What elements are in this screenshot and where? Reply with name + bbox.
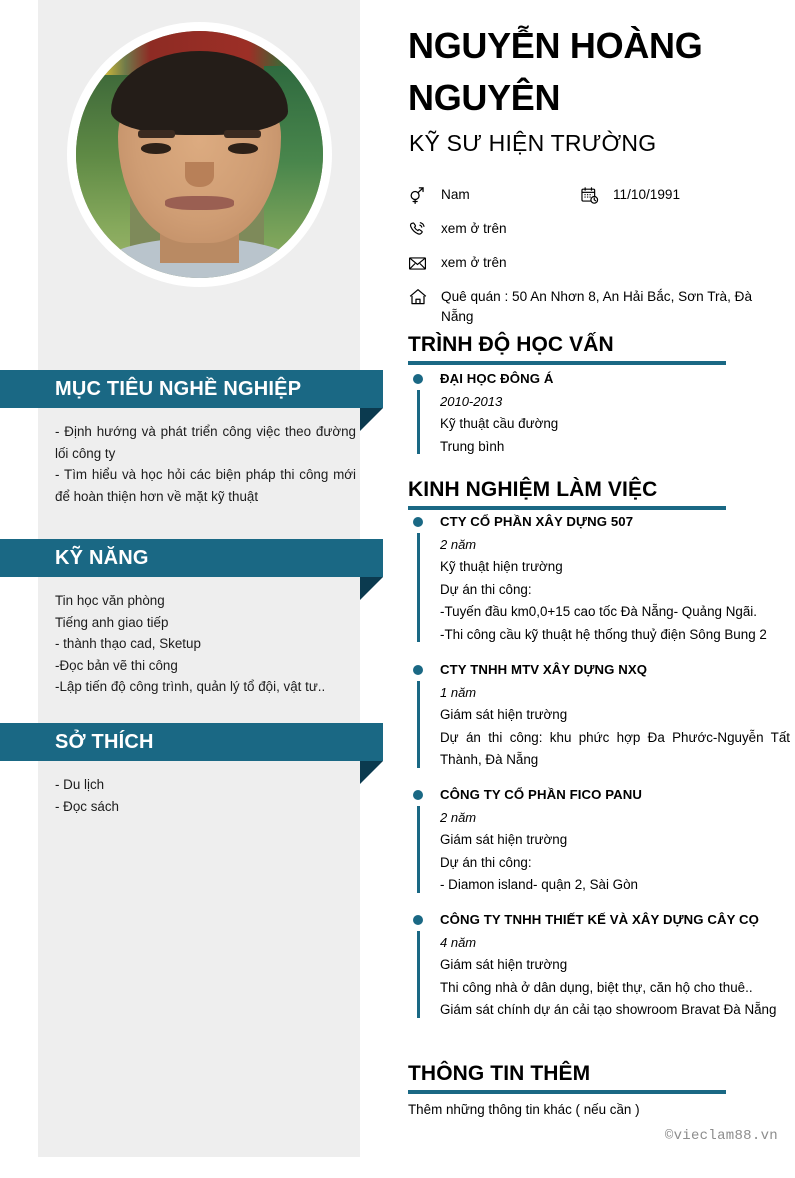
experience-entry (408, 786, 790, 897)
experience-detail: Giám sát hiện trường (440, 707, 568, 722)
timeline-line (417, 390, 420, 454)
contact-birthday (580, 184, 680, 206)
timeline-dot (413, 374, 423, 384)
experience-detail: Kỹ thuật hiện trường (440, 559, 563, 574)
skill-item: - thành thạo cad, Sketup (55, 636, 201, 651)
contact-info-block (408, 184, 788, 339)
experience-entry (408, 513, 790, 646)
experience-detail: Thi công nhà ở dân dụng, biệt thự, căn hộ cho thuê.. (440, 979, 753, 995)
experience-detail: Giám sát hiện trường (440, 832, 568, 847)
envelope-icon (408, 252, 434, 274)
career-objective-title: MỤC TIÊU NGHỀ NGHIỆP (55, 377, 302, 400)
ribbon-fold-shadow (360, 761, 383, 784)
education-detail: Kỹ thuật cầu đường (440, 416, 559, 431)
career-objective-line: - Tìm hiểu và học hỏi các biện pháp thi công mới để hoàn thiện hơn về mặt kỹ thuật (55, 467, 356, 504)
skill-item: Tin học văn phòng (55, 593, 165, 608)
hobbies-ribbon (0, 723, 383, 761)
birthday-value: 11/10/1991 (613, 187, 681, 202)
contact-row-email (408, 252, 788, 274)
education-title: TRÌNH ĐỘ HỌC VẤN (408, 333, 614, 356)
hobby-item: - Du lịch (55, 777, 105, 792)
address-value: Quê quán : 50 An Nhơn 8, An Hải Bắc, Sơn Trà, Đà Nẵng (441, 289, 753, 324)
additional-underline (408, 1090, 726, 1094)
candidate-name: NGUYỄN HOÀNG NGUYÊN (408, 25, 703, 118)
contact-row-phone (408, 218, 788, 240)
phone-icon (408, 218, 434, 240)
career-objective-body (55, 408, 356, 507)
candidate-job-title: KỸ SƯ HIỆN TRƯỜNG (409, 130, 657, 156)
experience-org: CTY CỔ PHẦN XÂY DỰNG 507 (440, 514, 634, 529)
experience-detail: Giám sát hiện trường (440, 957, 568, 972)
experience-duration: 4 năm (440, 935, 477, 950)
timeline-dot (413, 790, 423, 800)
experience-duration: 2 năm (440, 537, 477, 552)
contact-row-address (408, 286, 788, 327)
experience-detail: Dự án thi công: khu phức hợp Đa Phước-Nguyễn Tất Thành, Đà Nẵng (440, 729, 790, 767)
gender-icon (408, 184, 434, 206)
calendar-clock-icon (580, 184, 606, 206)
skills-ribbon (0, 539, 383, 577)
skill-item: -Lập tiến độ công trình, quản lý tổ đội, vật tư.. (55, 679, 326, 694)
gender-value: Nam (441, 187, 470, 202)
contact-row-gender-birthday (408, 184, 788, 206)
additional-section-header (408, 1062, 726, 1094)
experience-title: KINH NGHIỆM LÀM VIỆC (408, 478, 658, 501)
skills-body (55, 577, 356, 698)
skill-item: -Đọc bản vẽ thi công (55, 657, 178, 673)
education-org: ĐẠI HỌC ĐÔNG Á (440, 371, 554, 386)
experience-detail: - Diamon island- quận 2, Sài Gòn (440, 877, 638, 892)
experience-section-header (408, 478, 726, 510)
section-skills (0, 539, 400, 698)
section-career-objective (0, 370, 400, 507)
timeline-line (417, 533, 420, 642)
education-underline (408, 361, 726, 365)
timeline-line (417, 806, 420, 893)
experience-duration: 1 năm (440, 685, 477, 700)
education-section-header (408, 333, 726, 365)
home-icon (408, 286, 434, 308)
right-main-column (400, 0, 795, 1178)
photo-portrait-image (76, 31, 323, 278)
experience-detail: Dự án thi công: (440, 854, 532, 870)
timeline-dot (413, 915, 423, 925)
timeline-line (417, 931, 420, 1018)
hobbies-title: SỞ THÍCH (55, 730, 154, 753)
education-entry (408, 370, 790, 458)
education-detail: Trung bình (440, 438, 505, 454)
profile-photo (67, 22, 332, 287)
phone-value: xem ở trên (441, 221, 507, 236)
ribbon-fold-shadow (360, 577, 383, 600)
experience-org: CÔNG TY CỔ PHẦN FICO PANU (440, 787, 643, 802)
experience-detail: Dự án thi công: (440, 581, 532, 597)
timeline-line (417, 681, 420, 768)
experience-duration: 2 năm (440, 810, 477, 825)
experience-org: CTY TNHH MTV XÂY DỰNG NXQ (440, 662, 648, 677)
experience-detail: -Tuyến đầu km0,0+15 cao tốc Đà Nẵng- Quảng Ngãi. (440, 604, 757, 619)
timeline-dot (413, 665, 423, 675)
experience-detail: Giám sát chính dự án cải tạo showroom Bravat Đà Nẵng (440, 1002, 777, 1017)
experience-entry (408, 911, 790, 1022)
skills-title: KỸ NĂNG (55, 546, 149, 569)
experience-detail: -Thi công cầu kỹ thuật hệ thống thuỷ điện Sông Bung 2 (440, 626, 767, 642)
experience-underline (408, 506, 726, 510)
career-objective-ribbon (0, 370, 383, 408)
experience-org: CÔNG TY TNHH THIẾT KẾ VÀ XÂY DỰNG CÂY CỌ (440, 912, 760, 927)
experience-entry (408, 661, 790, 772)
education-duration: 2010-2013 (440, 394, 503, 409)
hobby-item: - Đọc sách (55, 798, 119, 814)
career-objective-line: - Định hướng và phát triển công việc theo đường lối công ty (55, 424, 356, 461)
timeline-dot (413, 517, 423, 527)
additional-note: Thêm những thông tin khác ( nếu cần ) (408, 1102, 640, 1117)
skill-item: Tiếng anh giao tiếp (55, 614, 169, 630)
section-hobbies (0, 723, 400, 817)
watermark: ©vieclam88.vn (664, 1128, 778, 1144)
ribbon-fold-shadow (360, 408, 383, 431)
additional-title: THÔNG TIN THÊM (408, 1062, 591, 1085)
email-value: xem ở trên (441, 255, 507, 270)
hobbies-body (55, 761, 356, 817)
